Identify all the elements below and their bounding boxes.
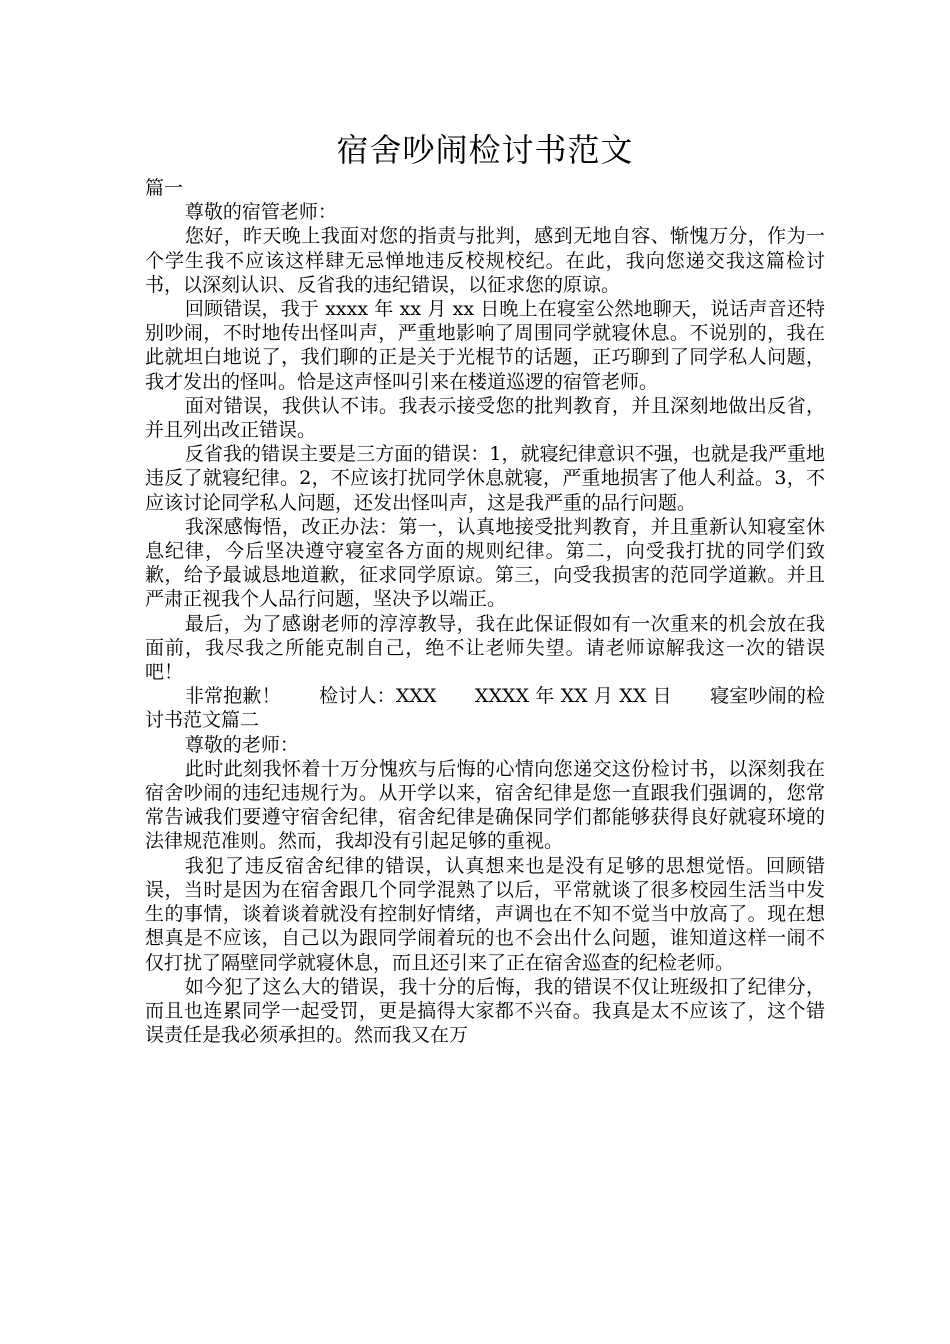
body-paragraph: 此时此刻我怀着十万分愧疚与后悔的心情向您递交这份检讨书，以深刻我在宿舍吵闹的违纪违规行为。从开学以来，宿舍纪律是您一直跟我们强调的，您常常告诫我们要遵守宿舍纪律，宿舍纪律是确保同学们都能够获得良好就寝环境的法律规范准则。然而，我却没有引起足够的重视。 xyxy=(145,757,825,853)
section-label-one: 篇一 xyxy=(145,177,184,199)
document-title: 宿舍吵闹检讨书范文 xyxy=(336,131,634,169)
body-paragraph: 我犯了违反宿舍纪律的错误，认真想来也是没有足够的思想觉悟。回顾错误，当时是因为在宿舍跟几个同学混熟了以后，平常就谈了很多校园生活当中发生的事情，谈着谈着就没有控制好情绪，声调也在不知不觉当中放高了。现在想想真是不应该，自己以为跟同学闹着玩的也不会出什么问题，谁知道这样一闹不仅打扰了隔壁同学就寝休息，而且还引来了正在宿舍巡查的纪检老师。 xyxy=(145,854,825,974)
body-paragraph: 最后，为了感谢老师的淳淳教导，我在此保证假如有一次重来的机会放在我面前，我尽我之所能克制自己，绝不让老师失望。请老师谅解我这一次的错误吧！ xyxy=(145,612,825,684)
body-paragraph: 如今犯了这么大的错误，我十分的后悔，我的错误不仅让班级扣了纪律分，而且也连累同学一起受罚，更是搞得大家都不兴奋。我真是太不应该了，这个错误责任是我必须承担的。然而我又在万 xyxy=(145,975,825,1047)
body-paragraph: 面对错误，我供认不讳。我表示接受您的批判教育，并且深刻地做出反省，并且列出改正错误。 xyxy=(145,394,825,442)
document-page xyxy=(145,126,825,1047)
body-paragraph: 回顾错误，我于 xxxx 年 xx 月 xx 日晚上在寝室公然地聊天，说话声音还特别吵闹，不时地传出怪叫声，严重地影响了周围同学就寝休息。不说别的，我在此就坦白地说了，我们聊的正是关于光棍节的话题，正巧聊到了同学私人问题，我才发出的怪叫。恰是这声怪叫引来在楼道巡逻的宿管老师。 xyxy=(145,298,825,393)
salutation-paragraph: 尊敬的老师： xyxy=(184,733,299,756)
body-paragraph: 我深感悔悟，改正办法：第一，认真地接受批判教育，并且重新认知寝室休息纪律，今后坚决遵守寝室各方面的规则纪律。第二，向受我打扰的同学们致歉，给予最诚恳地道歉，征求同学原谅。第三，向受我损害的范同学道歉。并且严肃正视我个人品行问题，坚决予以端正。 xyxy=(145,515,825,611)
signature-paragraph: 非常抱歉！ 检讨人：XXX XXXX 年 XX 月 XX 日 寝室吵闹的检讨书范文篇二 xyxy=(145,685,825,732)
body-paragraph: 反省我的错误主要是三方面的错误：1，就寝纪律意识不强，也就是我严重地违反了就寝纪律。2，不应该打扰同学休息就寝，严重地损害了他人利益。3，不应该讨论同学私人问题，还发出怪叫声，这是我严重的品行问题。 xyxy=(145,443,825,514)
salutation-paragraph: 尊敬的宿管老师： xyxy=(184,201,337,224)
body-paragraph: 您好，昨天晚上我面对您的指责与批判，感到无地自容、惭愧万分，作为一个学生我不应该这样肆无忌惮地违反校规校纪。在此，我向您递交我这篇检讨书，以深刻认识、反省我的违纪错误，以征求您的原谅。 xyxy=(145,225,825,296)
